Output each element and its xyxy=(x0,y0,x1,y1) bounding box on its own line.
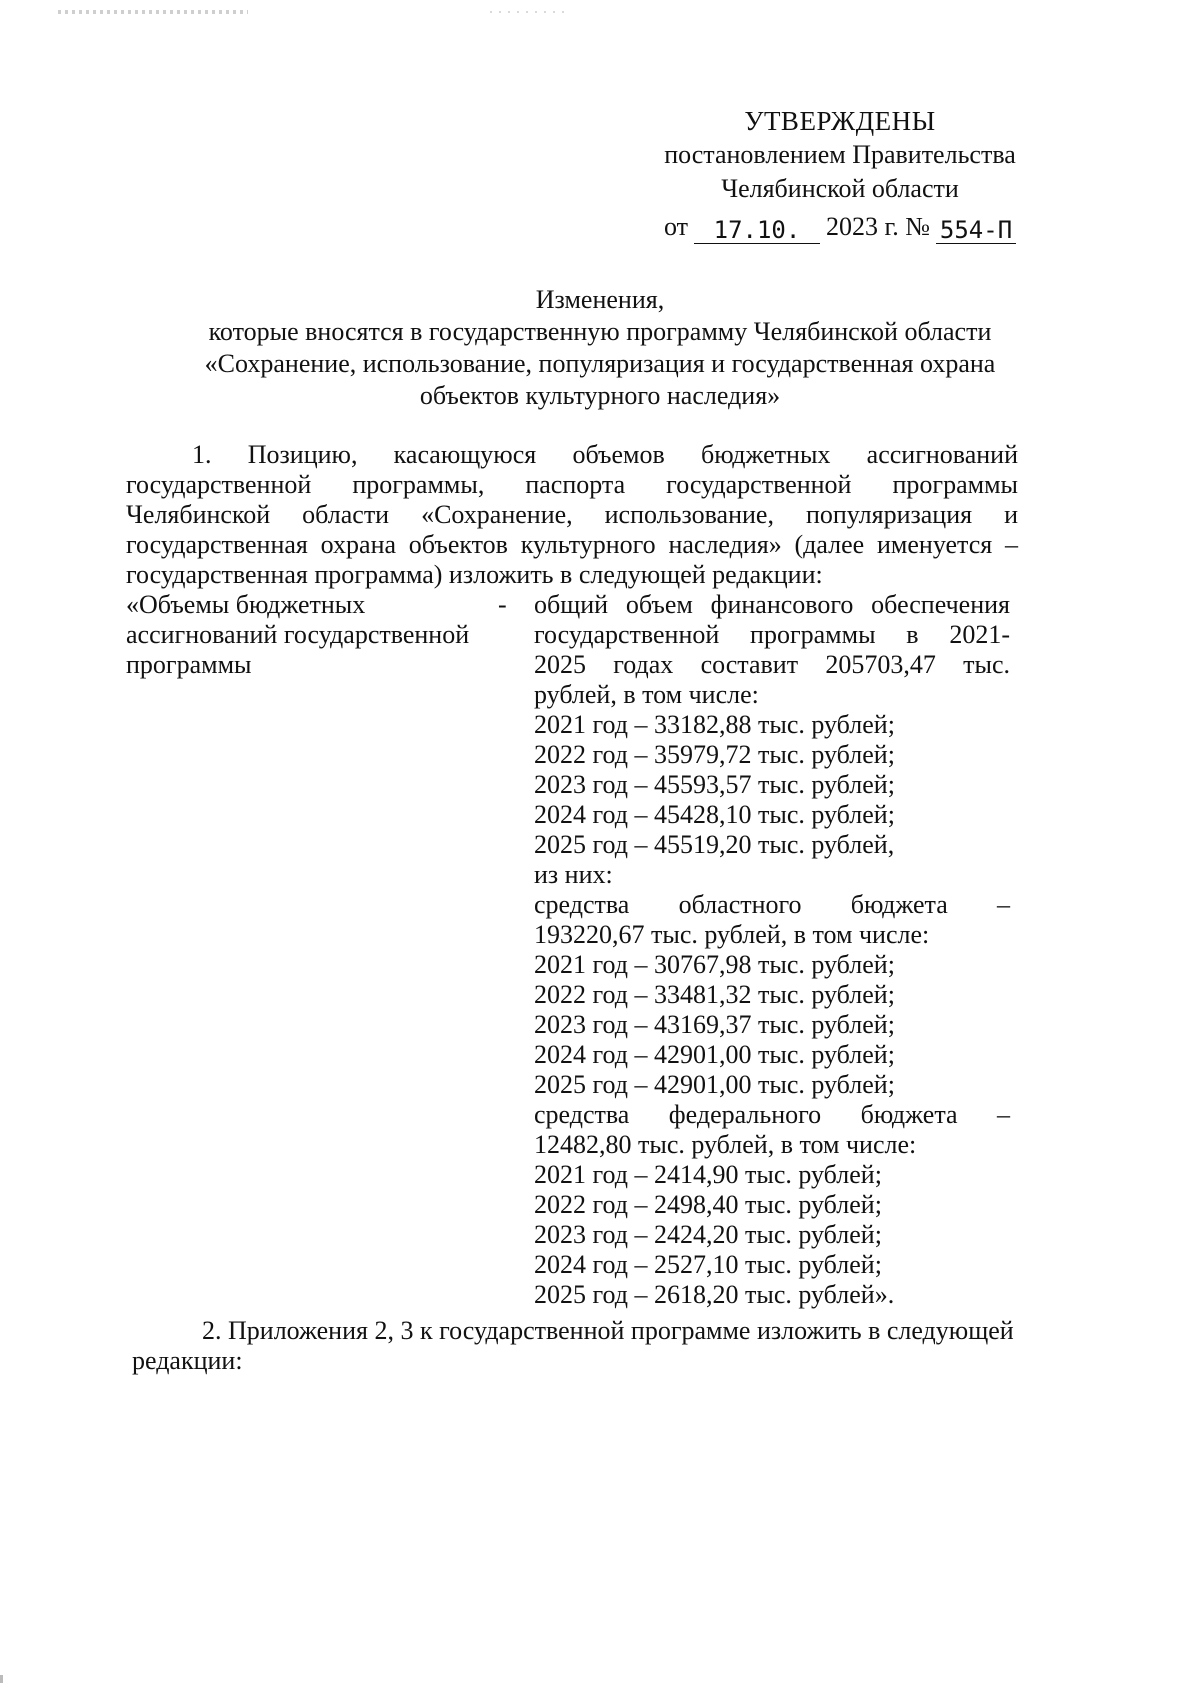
passport-right-line: 2023 год – 43169,37 тыс. рублей; xyxy=(534,1010,895,1039)
approval-date-line xyxy=(660,210,1020,244)
passport-right-line: рублей, в том числе: xyxy=(534,680,759,709)
passport-right-line: 2022 год – 2498,40 тыс. рублей; xyxy=(534,1190,882,1219)
approval-stamp-block xyxy=(660,104,1020,244)
passport-right-line: 2022 год – 35979,72 тыс. рублей; xyxy=(534,740,895,769)
scan-artifact-top xyxy=(58,10,248,14)
passport-dash: - xyxy=(498,590,507,619)
approval-heading: УТВЕРЖДЕНЫ xyxy=(744,106,936,136)
passport-right-line: 2021 год – 30767,98 тыс. рублей; xyxy=(534,950,895,979)
passport-right-line: 12482,80 тыс. рублей, в том числе: xyxy=(534,1130,917,1159)
paragraph-2 xyxy=(132,1316,1022,1376)
title-line-3: «Сохранение, использование, популяризация и государственная охрана xyxy=(204,349,996,378)
passport-right-line: 2025 годах составит 205703,47 тыс. xyxy=(534,650,1010,679)
passport-right-line: государственной программы в 2021- xyxy=(534,620,1010,649)
paragraph-2-line-2: редакции: xyxy=(132,1346,243,1375)
approval-line-2: Челябинской области xyxy=(721,174,959,203)
document-title xyxy=(120,284,1080,412)
passport-right-column xyxy=(534,590,1010,1310)
passport-left-line: «Объемы бюджетных xyxy=(126,590,366,619)
passport-right-line: 2022 год – 33481,32 тыс. рублей; xyxy=(534,980,895,1009)
passport-right-line: 2024 год – 2527,10 тыс. рублей; xyxy=(534,1250,882,1279)
passport-right-line: 2025 год – 45519,20 тыс. рублей, xyxy=(534,830,895,859)
paragraph-1-line: 1. Позицию, касающуюся объемов бюджетных ассигнований xyxy=(192,440,1018,469)
date-prefix: от xyxy=(663,212,688,241)
title-line-2: которые вносятся в государственную программу Челябинской области xyxy=(208,317,992,346)
passport-right-line: 2021 год – 2414,90 тыс. рублей; xyxy=(534,1160,882,1189)
scan-artifact-top-2 xyxy=(490,11,570,13)
paragraph-1-line: государственной программы, паспорта государственной программы xyxy=(126,470,1018,499)
passport-left-line: программы xyxy=(126,650,252,679)
passport-right-line: 2025 год – 42901,00 тыс. рублей; xyxy=(534,1070,895,1099)
paragraph-2-line-1: 2. Приложения 2, 3 к государственной программе изложить в следующей xyxy=(202,1316,1014,1345)
passport-right-line: 2021 год – 33182,88 тыс. рублей; xyxy=(534,710,895,739)
passport-right-line: 2024 год – 42901,00 тыс. рублей; xyxy=(534,1040,895,1069)
date-value: 17.10. xyxy=(694,217,820,244)
passport-right-line: 2024 год – 45428,10 тыс. рублей; xyxy=(534,800,895,829)
paragraph-1-line: государственная программа) изложить в следующей редакции: xyxy=(126,560,823,589)
title-line-1: Изменения, xyxy=(535,285,665,314)
paragraph-1-line: государственная охрана объектов культурного наследия» (далее именуется – xyxy=(126,530,1018,559)
approval-line-1: постановлением Правительства xyxy=(664,140,1016,169)
passport-right-line: 193220,67 тыс. рублей, в том числе: xyxy=(534,920,930,949)
year-text: 2023 г. № xyxy=(825,212,931,241)
passport-right-line: общий объем финансового обеспечения xyxy=(534,590,1010,619)
passport-right-line: 2023 год – 2424,20 тыс. рублей; xyxy=(534,1220,882,1249)
paragraph-1-line: Челябинской области «Сохранение, использование, популяризация и xyxy=(126,500,1018,529)
passport-right-line: 2025 год – 2618,20 тыс. рублей». xyxy=(534,1280,895,1309)
passport-right-line: средства федерального бюджета – xyxy=(534,1100,1010,1129)
paragraph-1 xyxy=(126,440,1018,590)
passport-right-line: из них: xyxy=(534,860,613,889)
document-number: 554-П xyxy=(936,217,1016,244)
title-line-4: объектов культурного наследия» xyxy=(419,381,781,410)
passport-right-line: средства областного бюджета – xyxy=(534,890,1010,919)
passport-left-line: ассигнований государственной xyxy=(126,620,470,649)
scan-artifact-left xyxy=(0,1675,3,1683)
passport-right-line: 2023 год – 45593,57 тыс. рублей; xyxy=(534,770,895,799)
passport-left-column xyxy=(126,590,486,680)
